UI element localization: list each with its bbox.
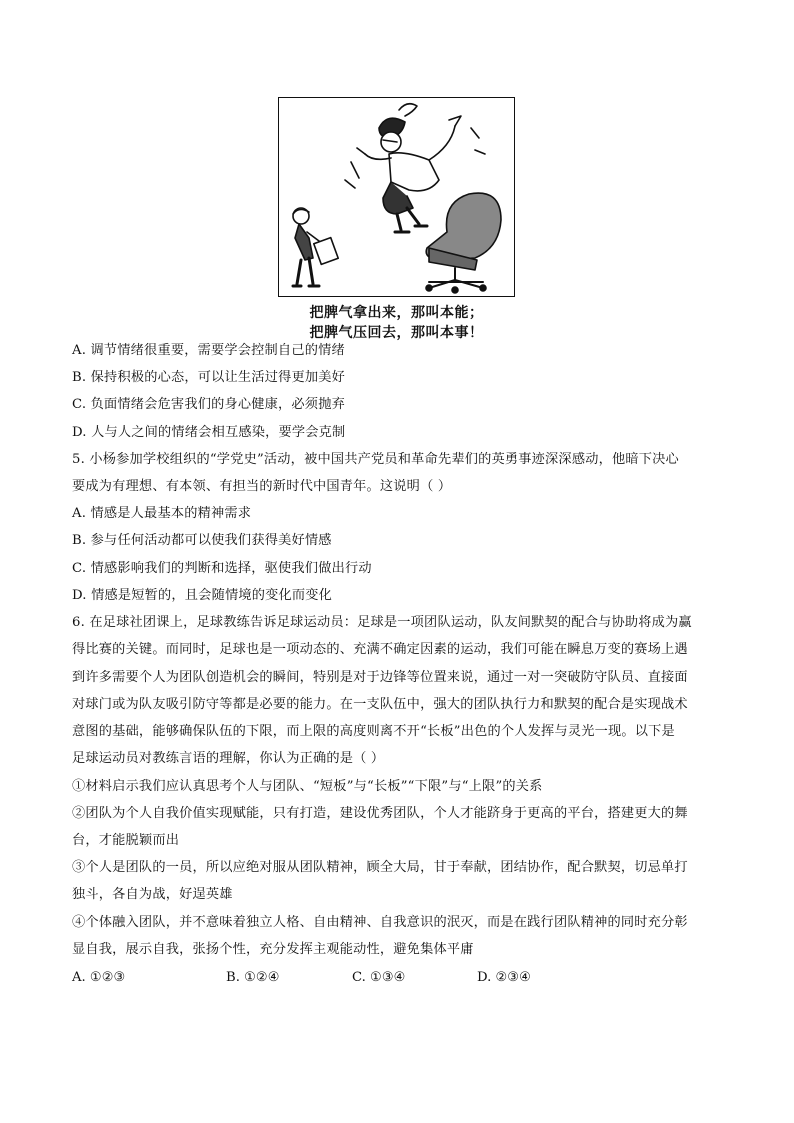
q4-option-d: D. 人与人之间的情绪会相互感染，要学会克制 xyxy=(72,425,346,440)
q6-option-c: C. ①③④ xyxy=(352,970,406,985)
q6-statement-2-line-2: 台，才能脱颖而出 xyxy=(72,833,180,848)
figure-caption-line-1: 把脾气拿出来，那叫本能； xyxy=(309,305,484,321)
q6-statement-4-line-2: 显自我，展示自我，张扬个性，充分发挥主观能动性，避免集体平庸 xyxy=(72,942,474,957)
q6-statement-4-line-1: ④个体融入团队，并不意味着独立人格、自由精神、自我意识的泯灭，而是在践行团队精神的同时充分彰 xyxy=(72,915,688,930)
q6-option-b: B. ①②④ xyxy=(226,970,280,985)
q6-stem-line-1: 6. 在足球社团课上，足球教练告诉足球运动员：足球是一项团队运动，队友间默契的配合与协助将成为赢 xyxy=(72,615,692,630)
q5-option-d: D. 情感是短暂的，且会随情境的变化而变化 xyxy=(72,588,333,603)
q6-statement-3-line-2: 独斗，各自为战，好逞英雄 xyxy=(72,887,233,902)
cartoon-figure xyxy=(278,97,515,297)
q6-statement-1: ①材料启示我们应认真思考个人与团队、“短板”与“长板”“下限”与“上限”的关系 xyxy=(72,779,543,794)
q6-stem-line-2: 得比赛的关键。而同时，足球也是一项动态的、充满不确定因素的运动，我们可能在瞬息万变的赛场上遇 xyxy=(72,642,688,657)
q6-statement-2-line-1: ②团队为个人自我价值实现赋能，只有打造，建设优秀团队，个人才能跻身于更高的平台，搭建更大的舞 xyxy=(72,806,688,821)
q6-stem-line-4: 对球门或为队友吸引防守等都是必要的能力。在一支队伍中，强大的团队执行力和默契的配合是实现战术 xyxy=(72,697,688,712)
q5-stem-line-2: 要成为有理想、有本领、有担当的新时代中国青年。这说明（ ） xyxy=(72,479,452,494)
q5-stem-line-1: 5. 小杨参加学校组织的“学党史”活动，被中国共产党员和革命先辈们的英勇事迹深深感动，他暗下决心 xyxy=(72,452,679,467)
q6-stem-line-5: 意图的基础，能够确保队伍的下限，而上限的高度则离不开“长板”出色的个人发挥与灵光一现。以下是 xyxy=(72,724,675,739)
q5-option-a: A. 情感是人最基本的精神需求 xyxy=(72,506,252,521)
q6-statement-3-line-1: ③个人是团队的一员，所以应绝对服从团队精神，顾全大局，甘于奉献，团结协作，配合默契，切忌单打 xyxy=(72,860,688,875)
q5-option-b: B. 参与任何活动都可以使我们获得美好情感 xyxy=(72,533,332,548)
figure-caption-line-2: 把脾气压回去，那叫本事！ xyxy=(309,325,484,341)
angry-man-cartoon xyxy=(279,98,516,298)
q6-option-a: A. ①②③ xyxy=(72,970,126,985)
q4-option-c: C. 负面情绪会危害我们的身心健康，必须抛弃 xyxy=(72,397,345,412)
q6-option-d: D. ②③④ xyxy=(477,970,531,985)
q5-option-c: C. 情感影响我们的判断和选择，驱使我们做出行动 xyxy=(72,561,372,576)
q4-option-b: B. 保持积极的心态，可以让生活过得更加美好 xyxy=(72,370,346,385)
q6-stem-line-6: 足球运动员对教练言语的理解，你认为正确的是（ ） xyxy=(72,751,385,766)
q4-option-a: A. 调节情绪很重要，需要学会控制自己的情绪 xyxy=(72,343,345,358)
q6-stem-line-3: 到许多需要个人为团队创造机会的瞬间，特别是对于边锋等位置来说，通过一对一突破防守队员、直接面 xyxy=(72,670,688,685)
